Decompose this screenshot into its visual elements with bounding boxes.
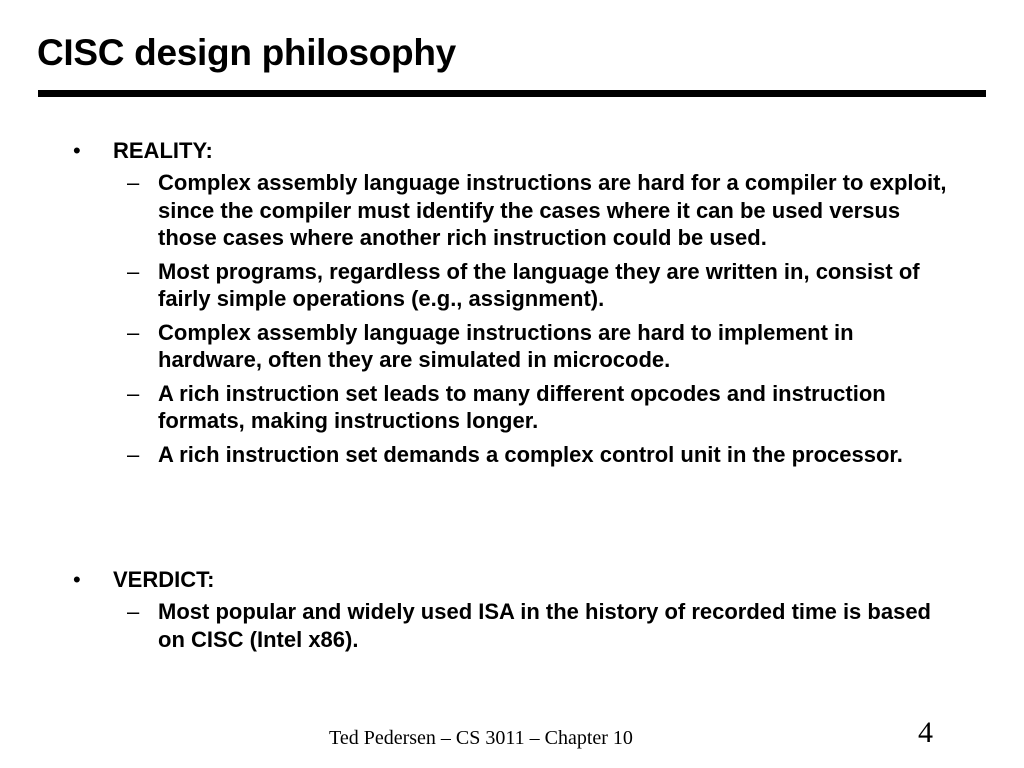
sub-point-text: Complex assembly language instructions are hard to implement in hardware, often they are simulated in microcode. bbox=[158, 319, 854, 372]
page-number: 4 bbox=[918, 716, 933, 749]
sub-point bbox=[72, 319, 972, 374]
sub-point bbox=[72, 598, 972, 653]
section-heading-label: VERDICT: bbox=[113, 567, 215, 592]
section-heading-label: REALITY: bbox=[113, 138, 213, 163]
sub-point-text: A rich instruction set demands a complex control unit in the processor. bbox=[158, 441, 903, 467]
sub-point-list bbox=[72, 598, 972, 653]
sub-point bbox=[72, 258, 972, 313]
section-verdict bbox=[72, 566, 972, 659]
sub-point bbox=[72, 169, 972, 252]
sub-point-list bbox=[72, 169, 972, 468]
slide-title: CISC design philosophy bbox=[37, 32, 456, 73]
dash-icon: – bbox=[127, 319, 140, 345]
sub-point-text: Most popular and widely used ISA in the history of recorded time is based on CISC (Intel x86). bbox=[158, 599, 931, 652]
dash-icon: – bbox=[127, 599, 140, 624]
bullet-icon: • bbox=[73, 138, 81, 163]
footer-text: Ted Pedersen – CS 3011 – Chapter 10 bbox=[329, 727, 633, 749]
sub-point-text: Complex assembly language instructions are hard for a compiler to exploit, since the compiler must identify the cases where it can be used versus those cases where another rich instruction could be used. bbox=[158, 170, 947, 250]
section-heading bbox=[72, 566, 972, 594]
bullet-icon: • bbox=[73, 567, 81, 592]
section-heading bbox=[72, 137, 972, 165]
sub-point-text: Most programs, regardless of the language they are written in, consist of fairly simple operations (e.g., assignment). bbox=[158, 258, 920, 311]
dash-icon: – bbox=[127, 380, 140, 406]
section-reality bbox=[72, 137, 972, 474]
sub-point-text: A rich instruction set leads to many different opcodes and instruction formats, making instructions longer. bbox=[158, 380, 886, 433]
dash-icon: – bbox=[127, 258, 140, 284]
dash-icon: – bbox=[127, 441, 140, 467]
sub-point bbox=[72, 380, 972, 435]
sub-point bbox=[72, 441, 972, 469]
title-divider bbox=[38, 90, 986, 97]
dash-icon: – bbox=[127, 170, 140, 195]
